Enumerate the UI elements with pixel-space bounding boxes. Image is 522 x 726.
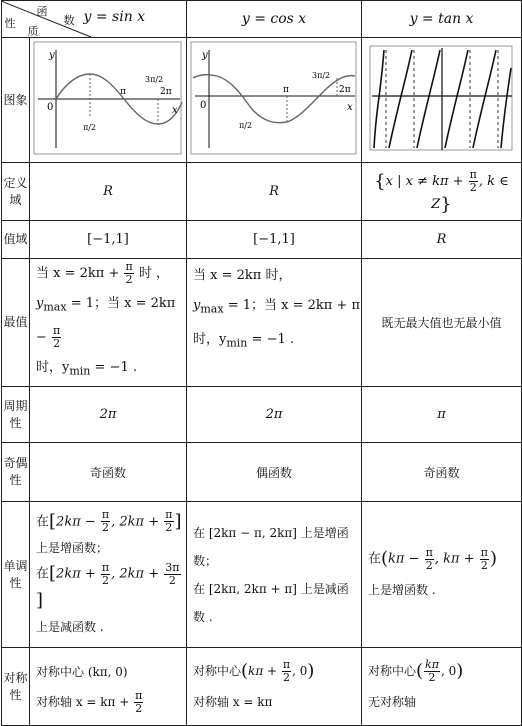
parity-row (2, 443, 522, 502)
sin-extrema-frac1-den: 2 (125, 273, 133, 286)
tan-domain-frac (469, 169, 478, 194)
sin-extrema-ymin-sub: min (69, 364, 91, 378)
tan-symmetry-paren-l: ( (416, 660, 424, 682)
sin-extrema-l3b: = −1 . (90, 359, 137, 375)
sin-x-label: x (172, 105, 178, 116)
sin-inc-frac-b (164, 509, 173, 534)
sin-extrema-line3 (36, 353, 186, 387)
cos-inc-line2: 数； (193, 553, 218, 568)
sin-range: [−1,1] (30, 221, 187, 259)
cos-graph (187, 38, 360, 158)
cos-symmetry-center-a: kπ + (248, 664, 281, 679)
sin-inc-bracket-l: [ (49, 510, 57, 532)
cos-extrema-l3a: 时，y (193, 331, 227, 347)
sin-origin-label: 0 (47, 102, 54, 113)
extrema-row-label: 最值 (2, 259, 30, 387)
header-row (2, 1, 522, 38)
sin-dec-frac-a (101, 562, 110, 587)
tan-symmetry-axis: 无对称轴 (368, 694, 417, 709)
symmetry-row-label: 对称性 (2, 648, 30, 726)
tan-domain-brace-right: } (440, 193, 452, 215)
tan-symmetry-center-line (368, 656, 521, 687)
monotonic-row (2, 502, 522, 648)
sin-inc-pre: 在 (36, 514, 50, 530)
sin-3half-pi-label: 3π/2 (145, 75, 164, 84)
cos-dec-line: 在 [2kπ, 2kπ + π] 上是减函 (193, 581, 349, 596)
sin-dec-frac-b (164, 562, 180, 587)
sin-extrema-line1 (36, 259, 186, 289)
tan-range: R (362, 221, 522, 259)
tan-symmetry-paren-r: ) (456, 660, 464, 682)
tan-inc-interval (368, 544, 521, 575)
sin-extrema-l1-text: 当 x = 2kπ + (36, 266, 124, 281)
sin-extrema-ymax-sub: max (43, 300, 67, 314)
tan-symmetry-center-b: , 0 (440, 664, 457, 679)
sin-extrema-ymax: y (36, 296, 44, 311)
cos-extrema-ymin-sub: min (226, 336, 248, 350)
extrema-row (2, 259, 522, 387)
sin-inc-bracket-r: ] (174, 510, 182, 532)
tan-inc-pre: 在 (368, 551, 382, 567)
cos-extrema-l3b: = −1 . (247, 331, 294, 347)
sin-graph-cell (30, 38, 187, 163)
cos-extrema-ymax: y (193, 298, 201, 313)
cos-symmetry-frac-den: 2 (283, 671, 290, 685)
cos-period: 2π (187, 387, 362, 443)
cos-symmetry (187, 648, 362, 726)
cos-symmetry-paren-l: ( (241, 660, 249, 682)
cos-extrema-l2-text: = 1；当 x = 2kπ + π (223, 298, 361, 313)
range-row-label: 值域 (2, 221, 30, 259)
cos-symmetry-center-line (193, 656, 361, 687)
period-row-label: 周期性 (2, 387, 30, 443)
sin-half-pi-label: π/2 (83, 123, 97, 132)
sin-dec-a: 2kπ + (56, 566, 100, 582)
cos-3half-pi-label: 3π/2 (312, 71, 331, 80)
tan-inc-frac-b (480, 547, 489, 572)
cos-extrema (187, 259, 362, 387)
cos-monotonic (187, 502, 362, 648)
tan-domain-frac-den: 2 (469, 180, 477, 194)
tan-domain-frac-num: π (469, 167, 477, 181)
sin-inc-interval (36, 509, 186, 536)
sin-dec-frac-b-den: 2 (168, 573, 176, 587)
tan-graph-cell (362, 38, 522, 163)
tan-inc-frac-b-den: 2 (480, 558, 488, 572)
sin-symmetry-axis-frac-num: π (135, 688, 143, 702)
cos-half-pi-label: π/2 (239, 121, 253, 130)
cos-graph-cell (187, 38, 362, 163)
cos-extrema-line1: 当 x = 2kπ 时， (193, 268, 292, 283)
monotonic-row-label: 单调性 (2, 502, 30, 648)
cos-2pi-label: 2π (339, 85, 351, 95)
tan-inc-frac-a-num: π (425, 545, 433, 559)
domain-row-label: 定义域 (2, 163, 30, 221)
sin-inc-frac-a-den: 2 (102, 521, 110, 535)
cos-x-label: x (347, 102, 353, 113)
tan-inc-frac-a-den: 2 (425, 558, 433, 572)
tan-inc-paren-r: ) (489, 548, 497, 570)
tan-inc-frac-a (425, 547, 434, 572)
cos-parity: 偶函数 (187, 443, 362, 502)
cos-symmetry-frac-num: π (282, 658, 291, 672)
cos-symmetry-center-pre: 对称中心 (193, 664, 242, 679)
tan-inc-a: kπ − (388, 551, 424, 567)
graph-row (2, 38, 522, 163)
sin-extrema-l3a: 时，y (36, 359, 70, 375)
tan-domain-set-pre: x | x ≠ kπ + (385, 173, 468, 189)
sin-2pi-label: 2π (160, 87, 172, 97)
cos-symmetry-frac (282, 659, 291, 684)
sin-inc-frac-b-num: π (165, 508, 173, 522)
sin-extrema-frac1 (124, 261, 133, 286)
sin-symmetry-center: 对称中心 (kπ, 0) (36, 664, 128, 679)
tan-domain-set-post: , k ∈ Z (431, 173, 509, 212)
sin-dec-frac-b-num: 3π (165, 560, 180, 574)
tan-monotonic (362, 502, 522, 648)
sin-extrema (30, 259, 187, 387)
sin-extrema-l1-end: 时 ， (134, 266, 169, 281)
sin-extrema-frac1-num: π (125, 260, 133, 273)
sin-extrema-frac2-num: π (53, 323, 61, 337)
tan-symmetry-frac-num: kπ (425, 658, 439, 672)
tan-inc-paren-l: ( (381, 548, 389, 570)
tan-domain (362, 163, 522, 221)
sin-header-cell (4, 1, 187, 38)
sin-symmetry-axis: 对称轴 x = kπ + (36, 694, 134, 709)
tan-graph (362, 38, 520, 158)
sin-extrema-l2-text: = 1；当 x = 2kπ − (36, 296, 176, 345)
sin-extrema-frac2-den: 2 (53, 336, 61, 350)
cos-function-title: y = cos x (187, 1, 362, 38)
sin-dec-text: 上是减函数 . (36, 620, 104, 635)
sin-symmetry-axis-frac-den: 2 (135, 701, 143, 715)
tan-symmetry (362, 648, 522, 726)
trig-properties-table (1, 0, 522, 726)
cos-extrema-line3 (193, 325, 361, 359)
tan-domain-brace-left: { (374, 170, 386, 192)
cos-dec-line2: 数 . (193, 609, 213, 624)
tan-function-title: y = tan x (362, 1, 522, 38)
sin-inc-text: 上是增函数； (36, 541, 109, 556)
cos-extrema-line2 (193, 291, 361, 325)
graph-row-label: 图象 (2, 38, 30, 163)
cos-symmetry-center-b: , 0 (292, 664, 308, 679)
cos-extrema-ymax-sub: max (200, 302, 224, 316)
cos-symmetry-axis: 对称轴 x = kπ (193, 694, 273, 709)
sin-symmetry-axis-line (36, 687, 186, 717)
sin-y-label: y (49, 50, 55, 61)
cos-graph-frame (191, 42, 356, 154)
sin-graph (30, 38, 185, 158)
sin-dec-bracket-r: ] (36, 589, 44, 611)
cos-pi-label: π (283, 85, 289, 95)
tan-symmetry-frac-den: 2 (428, 671, 436, 685)
sin-dec-interval (36, 561, 186, 614)
sin-dec-pre: 在 (36, 566, 50, 582)
sin-dec-frac-a-num: π (101, 560, 110, 574)
sin-parity: 奇函数 (30, 443, 187, 502)
tan-symmetry-frac (424, 659, 440, 684)
parity-row-label: 奇偶性 (2, 443, 30, 502)
cos-range: [−1,1] (187, 221, 362, 259)
sin-domain: R (30, 163, 187, 221)
sin-function-title: y = sin x (83, 9, 146, 25)
corner-label-han: 函 (36, 5, 48, 18)
sin-period: 2π (30, 387, 187, 443)
sin-extrema-frac2 (52, 325, 61, 350)
cos-symmetry-paren-r: ) (307, 660, 315, 682)
corner-label-xing: 性 (4, 17, 16, 30)
sin-inc-a: 2kπ − (56, 514, 100, 530)
sin-inc-frac-a (101, 509, 110, 534)
cos-domain: R (187, 163, 362, 221)
tan-inc-frac-b-num: π (480, 545, 488, 559)
corner-label-shu: 数 (63, 14, 75, 27)
sin-inc-frac-a-num: π (101, 508, 110, 522)
period-row (2, 387, 522, 443)
sin-pi-label: π (120, 87, 126, 97)
sin-symmetry-axis-frac (134, 690, 143, 715)
sin-monotonic (30, 502, 187, 648)
symmetry-row (2, 648, 522, 726)
tan-inc-text: 上是增函数 . (368, 582, 436, 597)
domain-row (2, 163, 522, 221)
tan-symmetry-center-pre: 对称中心 (368, 664, 417, 679)
sin-symmetry (30, 648, 187, 726)
cos-inc-line: 在 [2kπ − π, 2kπ] 上是增函 (193, 525, 349, 540)
tan-parity: 奇函数 (362, 443, 522, 502)
corner-label-zhi: 质 (27, 25, 39, 38)
sin-extrema-line2 (36, 289, 186, 353)
sin-dec-frac-a-den: 2 (102, 573, 110, 587)
tan-period: π (362, 387, 522, 443)
sin-inc-frac-b-den: 2 (165, 521, 173, 535)
sin-inc-b: , 2kπ + (111, 514, 164, 530)
cos-y-label: y (202, 50, 208, 61)
tan-extrema: 既无最大值也无最小值 (362, 259, 522, 387)
sin-dec-b: , 2kπ + (111, 566, 164, 582)
range-row (2, 221, 522, 259)
sin-dec-bracket-l: [ (49, 563, 57, 585)
tan-inc-b: , kπ + (434, 551, 479, 567)
cos-origin-label: 0 (200, 100, 207, 111)
